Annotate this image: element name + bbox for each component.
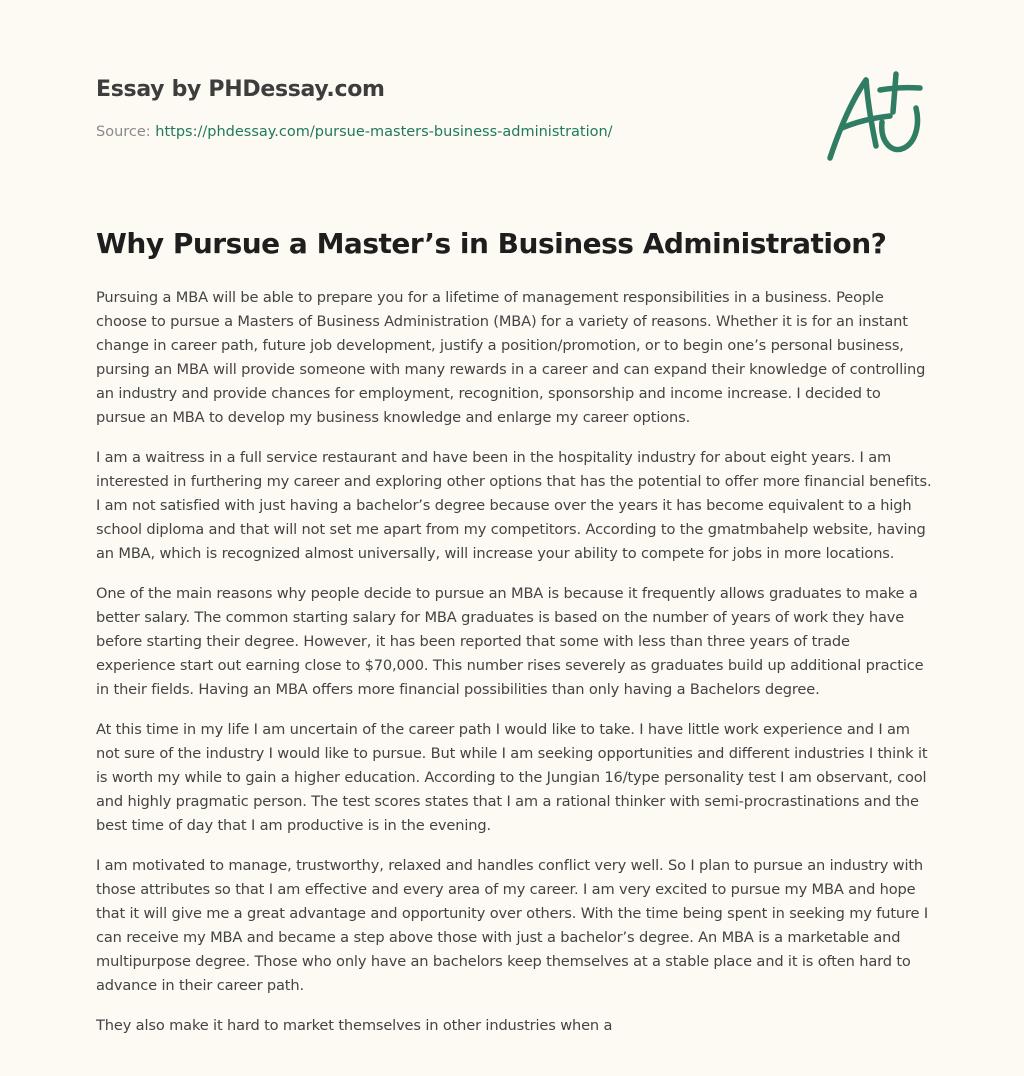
source-line xyxy=(96,122,796,142)
essay-body xyxy=(96,286,932,1054)
site-title: Essay by PHDessay.com xyxy=(96,77,385,102)
source-label: Source: xyxy=(96,124,156,140)
essay-paragraph: They also make it hard to market themselves in other industries when a xyxy=(96,1017,613,1034)
a-plus-logo-icon xyxy=(820,66,930,166)
essay-paragraph: One of the main reasons why people decide to pursue an MBA is because it frequently allows graduates to make a better salary. The common starting salary for MBA graduates is based on the number of years of work they have before starting their degree. However, it has been reported that some with less than three years of trade experience start out earning close to $70,000. This number rises severely as graduates build up additional practice in their fields. Having an MBA offers more financial possibilities than only having a Bachelors degree. xyxy=(96,585,924,698)
page-header xyxy=(96,76,796,142)
essay-paragraph: I am motivated to manage, trustworthy, relaxed and handles conflict very well. So I plan to pursue an industry with those attributes so that I am effective and every area of my career. I am very excited to pursue my MBA and hope that it will give me a great advantage and opportunity over others. With the time being spent in seeking my future I can receive my MBA and became a step above those with just a bachelor’s degree. An MBA is a marketable and multipurpose degree. Those who only have an bachelors keep themselves at a stable place and it is often hard to advance in their career path. xyxy=(96,857,929,994)
essay-title: Why Pursue a Master’s in Business Administration? xyxy=(96,227,887,260)
essay-paragraph: At this time in my life I am uncertain of the career path I would like to take. I have little work experience and I am not sure of the industry I would like to pursue. But while I am seeking opportunities and different industries I think it is worth my while to gain a higher education. According to the Jungian 16/type personality test I am observant, cool and highly pragmatic person. The test scores states that I am a rational thinker with semi-procrastinations and the best time of day that I am productive is in the evening. xyxy=(96,721,928,834)
essay-paragraph: Pursuing a MBA will be able to prepare you for a lifetime of management responsibilities in a business. People choose to pursue a Masters of Business Administration (MBA) for a variety of reasons. Whether it is for an instant change in career path, future job development, justify a position/promotion, or to begin one’s personal business, pursing an MBA will provide someone with many rewards in a career and can expand their knowledge of controlling an industry and provide chances for employment, recognition, sponsorship and income increase. I decided to pursue an MBA to develop my business knowledge and enlarge my career options. xyxy=(96,289,926,426)
source-link[interactable]: https://phdessay.com/pursue-masters-business-administration/ xyxy=(155,124,613,140)
essay-paragraph: I am a waitress in a full service restaurant and have been in the hospitality industry for about eight years. I am interested in furthering my career and exploring other options that has the potential to offer more financial benefits. I am not satisfied with just having a bachelor’s degree because over the years it has become equivalent to a high school diploma and that will not set me apart from my competitors. According to the gmatmbahelp website, having an MBA, which is recognized almost universally, will increase your ability to compete for jobs in more locations. xyxy=(96,449,932,562)
